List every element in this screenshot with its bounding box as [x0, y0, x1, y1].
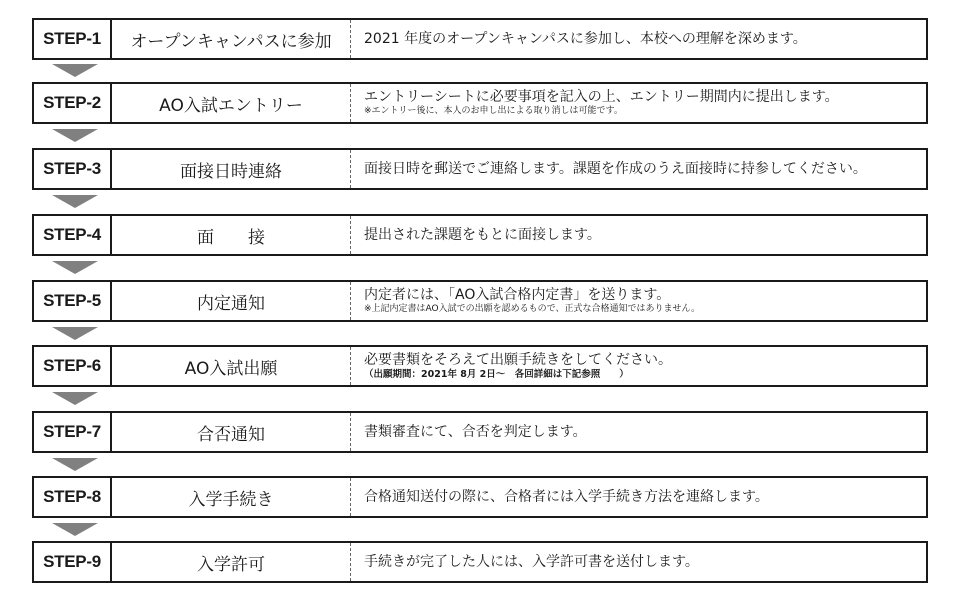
down-arrow-icon — [52, 523, 98, 536]
step-row-5 — [32, 280, 928, 322]
step-description-block — [364, 543, 918, 581]
down-arrow-icon — [52, 392, 98, 405]
step-row-7 — [32, 411, 928, 453]
step-title: AO入試出願 — [112, 347, 351, 385]
step-label: STEP-8 — [34, 478, 112, 516]
down-arrow-icon — [52, 327, 98, 340]
step-label: STEP-5 — [34, 282, 112, 320]
step-description: エントリーシートに必要事項を記入の上、エントリー期間内に提出します。 — [364, 89, 839, 105]
step-label: STEP-6 — [34, 347, 112, 385]
step-description: 合格通知送付の際に、合格者には入学手続き方法を連絡します。 — [364, 488, 769, 505]
step-title: オープンキャンパスに参加 — [112, 20, 351, 58]
step-title: 入学手続き — [112, 478, 351, 516]
step-title: 内定通知 — [112, 282, 351, 320]
step-title: AO入試エントリー — [112, 84, 351, 122]
step-description-block — [364, 216, 918, 254]
step-label: STEP-9 — [34, 543, 112, 581]
step-note: （出願期間：2021年 8月 2日～ 各回詳細は下記参照 ） — [364, 369, 629, 380]
step-title: 面接日時連絡 — [112, 150, 351, 188]
step-row-2 — [32, 82, 928, 124]
step-row-8 — [32, 476, 928, 518]
step-row-4 — [32, 214, 928, 256]
step-note: ※エントリー後に、本人のお申し出による取り消しは可能です。 — [364, 106, 623, 116]
step-label: STEP-2 — [34, 84, 112, 122]
step-title: 合否通知 — [112, 413, 351, 451]
step-note: ※上記内定書はAO入試での出願を認めるもので、正式な合格通知ではありません。 — [364, 304, 700, 314]
down-arrow-icon — [52, 458, 98, 471]
step-label: STEP-7 — [34, 413, 112, 451]
down-arrow-icon — [52, 195, 98, 208]
step-label: STEP-1 — [34, 20, 112, 58]
down-arrow-icon — [52, 64, 98, 77]
step-title: 面 接 — [112, 216, 351, 254]
step-row-9 — [32, 541, 928, 583]
step-description-block — [364, 20, 918, 58]
step-description-block — [364, 282, 918, 320]
step-label: STEP-4 — [34, 216, 112, 254]
step-description: 手続きが完了した人には、入学許可書を送付します。 — [364, 553, 699, 570]
down-arrow-icon — [52, 129, 98, 142]
down-arrow-icon — [52, 261, 98, 274]
step-row-6 — [32, 345, 928, 387]
step-description-block — [364, 478, 918, 516]
step-description-block — [364, 150, 918, 188]
step-description: 2021 年度のオープンキャンパスに参加し、本校への理解を深めます。 — [364, 30, 807, 47]
step-title: 入学許可 — [112, 543, 351, 581]
step-description-block — [364, 413, 918, 451]
step-label: STEP-3 — [34, 150, 112, 188]
step-row-3 — [32, 148, 928, 190]
step-description: 書類審査にて、合否を判定します。 — [364, 423, 587, 440]
step-description: 内定者には、「AO入試合格内定書」を送ります。 — [364, 287, 671, 303]
step-description: 面接日時を郵送でご連絡します。課題を作成のうえ面接時に持参してください。 — [364, 160, 867, 177]
step-description: 必要書類をそろえて出願手続きをしてください。 — [364, 352, 672, 368]
step-description-block — [364, 347, 918, 385]
step-description: 提出された課題をもとに面接します。 — [364, 226, 601, 243]
step-description-block — [364, 84, 918, 122]
step-row-1 — [32, 18, 928, 60]
